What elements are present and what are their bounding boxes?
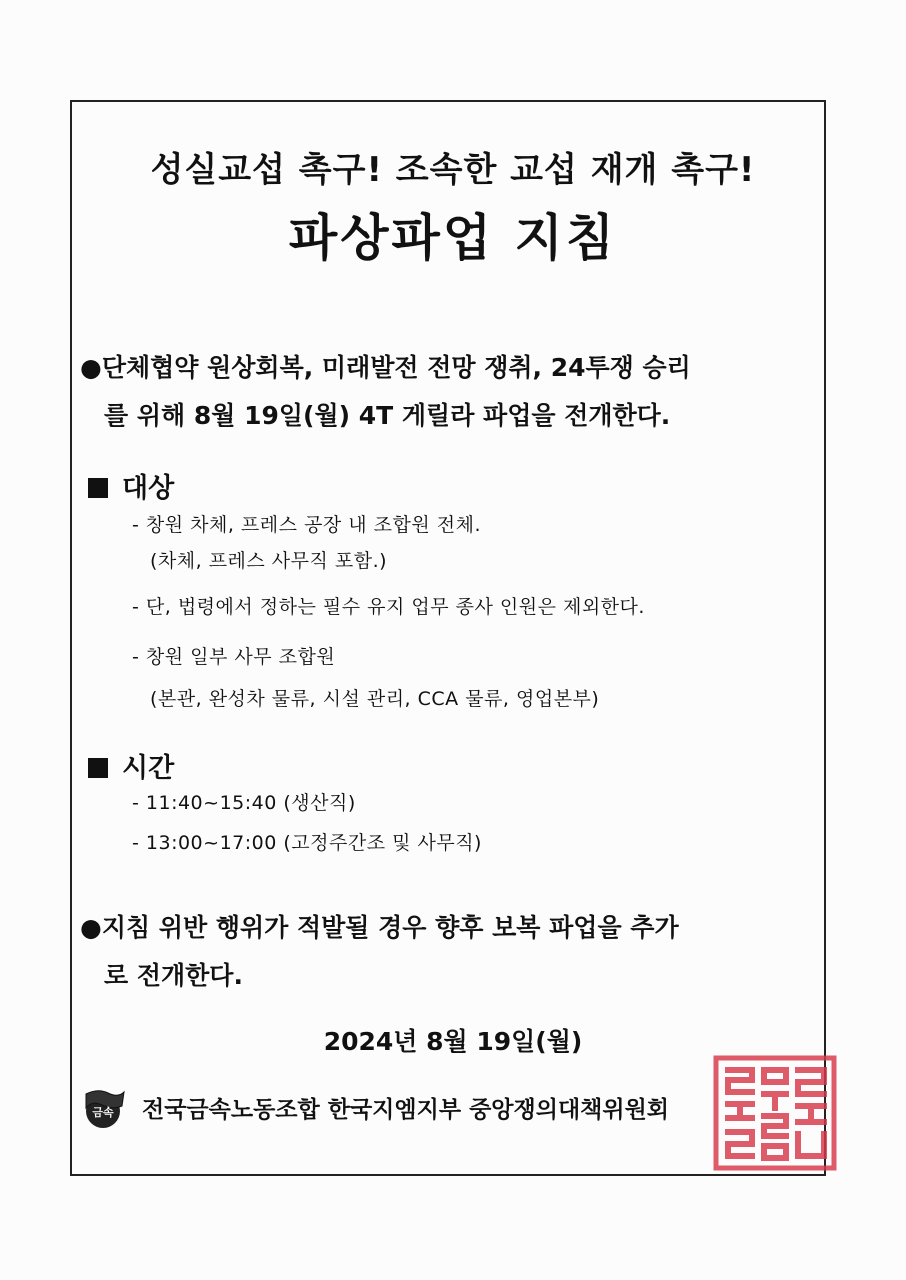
organization-name: 전국금속노동조합 한국지엠지부 중앙쟁의대책위원회: [142, 1096, 670, 1123]
target-item: - 창원 일부 사무 조합원: [132, 646, 336, 668]
official-seal-stamp-icon: [712, 1054, 838, 1172]
bullet-line-2: 를 위해 8월 19일(월) 4T 게릴라 파업을 전개한다.: [104, 401, 671, 430]
section-heading-label: 대상: [122, 473, 175, 504]
bullet-marker: ●: [80, 913, 102, 942]
section-heading-label: 시간: [122, 753, 175, 784]
target-item: (차체, 프레스 사무직 포함.): [150, 550, 388, 572]
time-item: - 11:40~15:40 (생산직): [132, 792, 356, 814]
document-title: 파상파업 지침: [288, 209, 618, 267]
target-item: - 단, 법령에서 정하는 필수 유지 업무 종사 인원은 제외한다.: [132, 596, 645, 618]
square-bullet-icon: [88, 478, 108, 498]
bullet-line-1: 지침 위반 행위가 적발될 경우 향후 보복 파업을 추가: [101, 913, 679, 942]
square-bullet-icon: [88, 758, 108, 778]
section-heading-target: [88, 466, 174, 505]
section-heading-time: [88, 746, 174, 785]
time-item: - 13:00~17:00 (고정주간조 및 사무직): [132, 832, 482, 854]
logo-text: 금속: [92, 1106, 114, 1119]
bullet-violation-warning: [80, 904, 820, 1000]
bullet-line-2: 로 전개한다.: [104, 961, 243, 990]
footer-signature: [78, 1084, 669, 1130]
target-item: (본관, 완성차 물류, 시설 관리, CCA 물류, 영업본부): [150, 688, 600, 710]
bullet-marker: ●: [80, 353, 102, 382]
bullet-line-1: 단체협약 원상회복, 미래발전 전망 쟁취, 24투쟁 승리: [101, 353, 691, 382]
union-flag-logo-icon: [78, 1084, 128, 1130]
target-item: - 창원 차체, 프레스 공장 내 조합원 전체.: [132, 514, 482, 536]
document-subtitle: 성실교섭 촉구! 조속한 교섭 재개 촉구!: [150, 150, 756, 190]
bullet-strike-plan: [80, 344, 820, 440]
document-date: 2024년 8월 19일(월): [323, 1027, 583, 1056]
